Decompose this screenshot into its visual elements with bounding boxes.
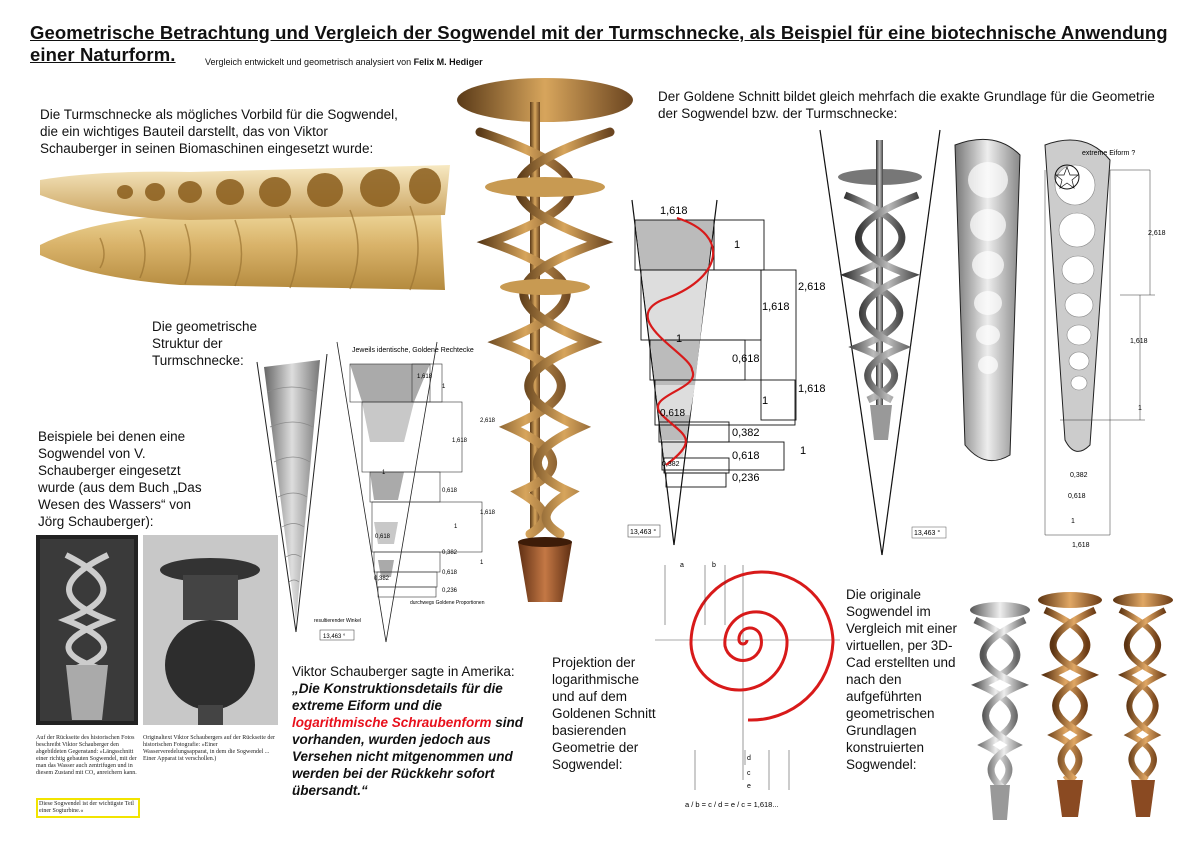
shell-label-3: 0,382 [1070,472,1088,479]
struct-label-0: 1,618 [417,374,433,380]
struct-label-3: 1,618 [452,438,468,444]
struct-label-10: 1 [480,560,484,566]
struct-label-13: 0,236 [442,588,458,594]
page-title: Geometrische Betrachtung und Vergleich der Sogwendel mit der Turmschnecke, als Beispiel für eine biotechnische Anwendung einer Naturform. [30,22,1168,65]
author-credit [205,57,483,67]
cone-label-5: 0,618 [732,353,760,365]
sogwendel-3d-comparison [965,585,1180,830]
sogwendel-bronze-photo [450,72,635,612]
book-caption-highlight: Diese Sogwendel ist der wichtigste Teil einer Sogturbine.« [36,798,140,818]
struct-bottom-note: durchwegs Goldene Proportionen [410,600,485,606]
spiral-letter-e: e [747,783,751,790]
shell-label-2: 1 [1138,405,1142,412]
struct-angle: 13,463 ° [323,634,346,640]
struct-label-7: 1,618 [480,510,496,516]
shell-label-0: 2,618 [1148,230,1166,237]
book-photo-left [36,535,138,725]
struct-label-12: 0,618 [442,570,458,576]
book-photo-right [143,535,278,725]
shell-label-1: 1,618 [1130,338,1148,345]
logarithmic-spiral-diagram [655,555,845,815]
spiral-letter-c: c [747,770,751,777]
sogwendel-original-bronze [1113,593,1173,817]
struct-label-11: 0,382 [374,576,390,582]
sogwendel-virtual-bronze [1038,592,1102,817]
shell-note: extreme Eiform ? [1082,150,1136,157]
shell-label-4: 0,618 [1068,493,1086,500]
spiral-letter-b: b [712,562,716,569]
cone-label-3: 1,618 [762,301,790,313]
cone-angle: 13,463 ° [630,529,657,536]
cone-label-9: 0,382 [732,427,760,439]
quote-part-a: „Die Konstruktionsdetails für die extreme Eiform und die [292,681,503,713]
golden-ratio-cone-diagram [622,190,826,550]
red-spiral [691,572,833,720]
quote-text [292,680,532,799]
caption-golden-ratio: Der Goldene Schnitt bildet gleich mehrfach die exakte Grundlage für die Geometrie der Sogwendel bzw. der Turmschnecke: [658,89,1155,121]
struct-top-note: Jeweils identische, Goldene Rechtecke [352,347,474,354]
cone-label-0: 1,618 [660,205,688,217]
struct-label-1: 1 [442,384,446,390]
quote-block [292,663,532,799]
shell-angle: 13,463 ° [914,530,941,537]
cone-label-13: 0,236 [732,472,760,484]
credit-prefix: Vergleich entwickelt und geometrisch analysiert von [205,57,414,67]
turmschnecke-shell-illustration [30,160,450,300]
struct-label-9: 0,382 [442,550,458,556]
cone-label-8: 0,618 [660,408,686,419]
quote-part-b: sind vorhanden, wurden jedoch aus Versehen nicht mitgenommen und werden bei der Rückkehr sofort übersandt.“ [292,715,524,798]
caption-structure: Die geometrische Struktur der Turmschnecke: [152,319,258,368]
caption-original: Die originale Sogwendel im Vergleich mit einer virtuellen, per 3D-Cad erstellten und nach den aufgeführten geometrischen Grundlagen konstruierten Sogwendel: [846,587,958,772]
shell-comparison-diagram [820,125,1180,565]
cone-label-2: 2,618 [798,281,826,293]
shell-label-5: 1 [1071,518,1075,525]
struct-label-5: 0,618 [442,488,458,494]
shell-label-6: 1,618 [1072,542,1090,549]
spiral-formula: a / b = c / d = e / c = 1,618... [685,800,779,809]
cone-label-7: 1 [762,395,769,407]
spiral-letter-d: d [747,755,751,762]
struct-label-4: 1 [382,470,386,476]
caption-examples: Beispiele bei denen eine Sogwendel von V. Schauberger eingesetzt wurde (aus dem Buch „Das Wesen des Wassers“ von Jörg Schauberger): [38,429,202,529]
book-caption-left: Auf der Rückseite des historischen Fotos beschreibt Viktor Schauberger den abgebildeten Gegenstand: »Längsschnitt einer richtig gebauten Sogwendel, mit der man das Wasser auch zentrifugen und in diesem Zustand mit CO₂ anreichern kann. [36,735,137,776]
cone-label-4: 1 [676,333,683,345]
cone-label-1: 1 [734,239,741,251]
cone-label-6: 1,618 [798,383,826,395]
cone-label-10: 0,618 [732,450,760,462]
cone-label-11: 1 [800,445,807,457]
book-caption-right: Originaltext Viktor Schaubergers auf der Rückseite der historischen Fotografie: »Einer Wasserveredelungsapparat, in dem die Sogwendel ... Einer Apparat ist verschollen.) [143,735,276,762]
credit-author: Felix M. Hediger [413,57,483,67]
struct-label-6: 1 [454,524,458,530]
struct-label-2: 2,618 [480,418,496,424]
struct-label-8: 0,618 [375,534,391,540]
caption-projection: Projektion der logarithmische und auf dem Goldenen Schnitt basierenden Geometrie der Sogwendel: [552,655,656,772]
cone-label-12: 0,382 [662,461,680,468]
quote-intro: Viktor Schauberger sagte in Amerika: [292,664,515,679]
quote-highlight: logarithmische Schraubenform [292,715,492,730]
spiral-letter-a: a [680,562,684,569]
sogwendel-virtual-silver [970,602,1030,820]
struct-angle-note: resultierender Winkel [314,618,361,624]
caption-shell: Die Turmschnecke als mögliches Vorbild für die Sogwendel, die ein wichtiges Bauteil darstellt, das von Viktor Schauberger in seinen Biomaschinen eingesetzt wurde: [40,107,398,156]
